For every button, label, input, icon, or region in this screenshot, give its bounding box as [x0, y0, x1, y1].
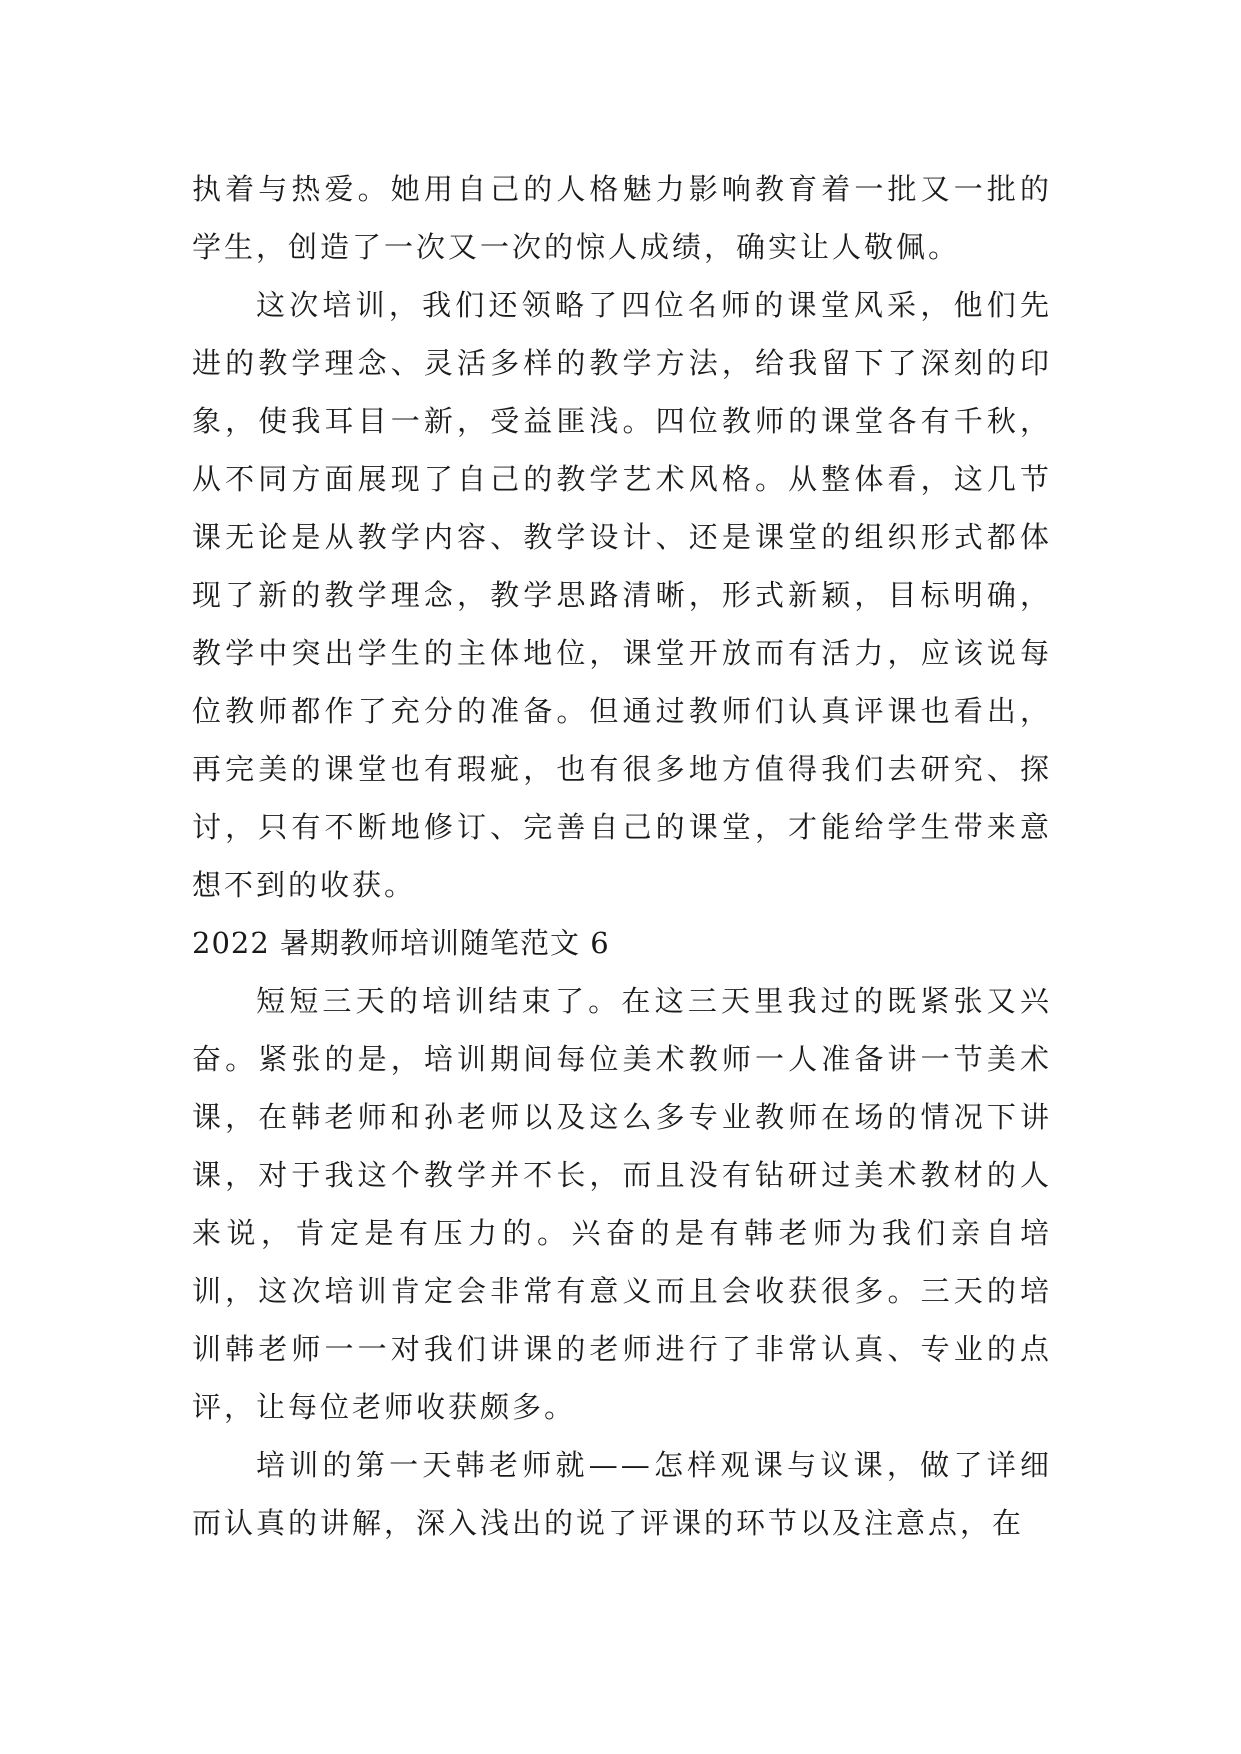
- document-body: [192, 160, 1052, 1552]
- paragraph-three-day-training: 短短三天的培训结束了。在这三天里我过的既紧张又兴奋。紧张的是，培训期间每位美术教师一人准备讲一节美术课，在韩老师和孙老师以及这么多专业教师在场的情况下讲课，对于我这个教学并不长，而且没有钻研过美术教材的人来说，肯定是有压力的。兴奋的是有韩老师为我们亲自培训，这次培训肯定会非常有意义而且会收获很多。三天的培训韩老师一一对我们讲课的老师进行了非常认真、专业的点评，让每位老师收获颇多。: [192, 984, 1052, 1424]
- paragraph-first-day: 培训的第一天韩老师就——怎样观课与议课，做了详细而认真的讲解，深入浅出的说了评课的环节以及注意点，在: [192, 1448, 1052, 1540]
- paragraph-training-observation: 这次培训，我们还领略了四位名师的课堂风采，他们先进的教学理念、灵活多样的教学方法，给我留下了深刻的印象，使我耳目一新，受益匪浅。四位教师的课堂各有千秋，从不同方面展现了自己的教学艺术风格。从整体看，这几节课无论是从教学内容、教学设计、还是课堂的组织形式都体现了新的教学理念，教学思路清晰，形式新颖，目标明确，教学中突出学生的主体地位，课堂开放而有活力，应该说每位教师都作了充分的准备。但通过教师们认真评课也看出，再完美的课堂也有瑕疵，也有很多地方值得我们去研究、探讨，只有不断地修订、完善自己的课堂，才能给学生带来意想不到的收获。: [192, 288, 1052, 902]
- paragraph-continuation: 执着与热爱。她用自己的人格魅力影响教育着一批又一批的学生，创造了一次又一次的惊人成绩，确实让人敬佩。: [192, 172, 1052, 264]
- section-heading: 2022 暑期教师培训随笔范文 6: [192, 926, 610, 960]
